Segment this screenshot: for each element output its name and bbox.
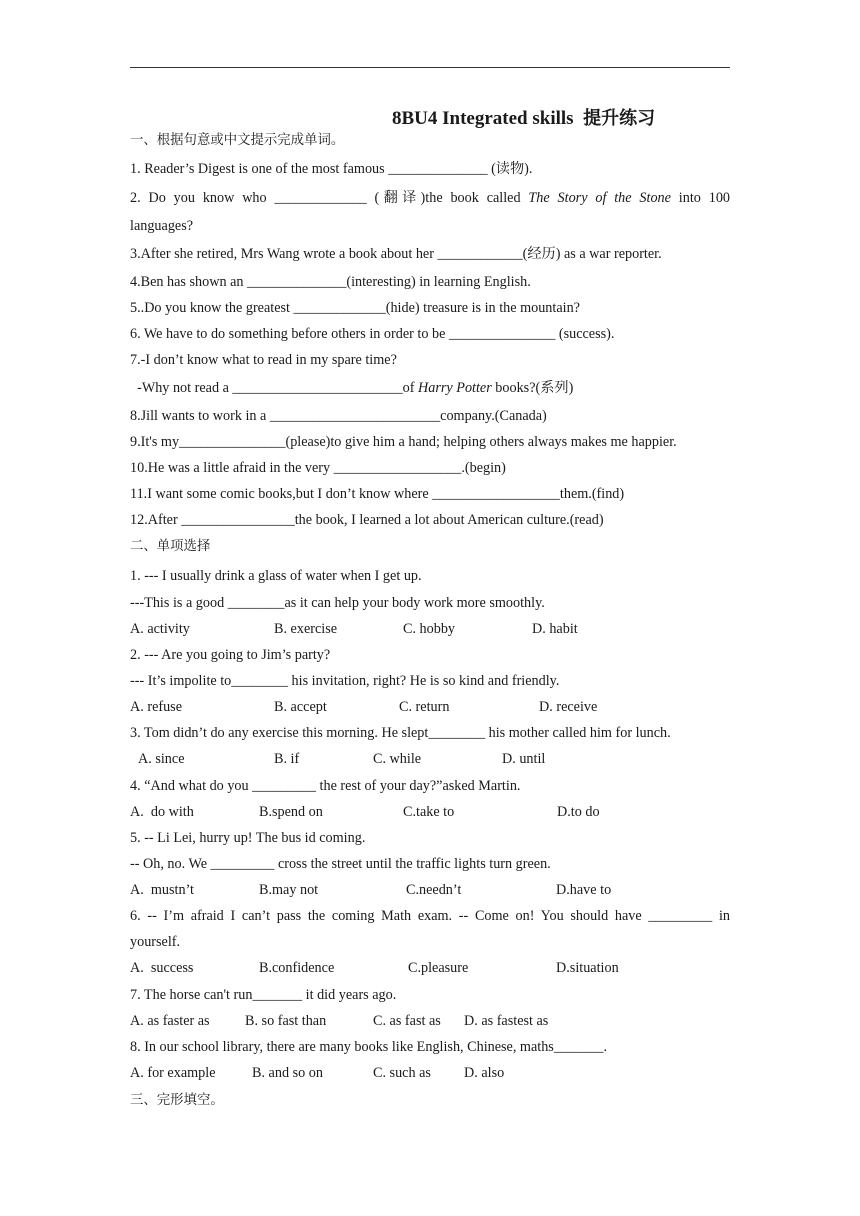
s2-q2-option-b: B. accept [274,699,327,715]
s2-q2-option-a: A. refuse [130,699,182,715]
s2-q3-option-a: A. since [138,751,185,767]
s2-question-3a: 3. Tom didn’t do any exercise this morning. He slept________ his mother called him for lunch. [130,725,671,741]
header-rule [130,67,730,68]
s1-question-2: 2. Do you know who _____________ (翻译)the book called The Story of the Stone into 100 [130,190,731,206]
s2-q3-option-b: B. if [274,751,300,767]
section1-heading: 一、根据句意或中文提示完成单词。 [130,133,345,148]
s2-q2-option-d: D. receive [539,699,598,715]
s2-q8-option-d: D. also [464,1065,505,1081]
s1-question-12: 12.After ________________the book, I learned a lot about American culture.(read) [130,512,604,528]
s2-q8-option-b: B. and so on [252,1065,323,1081]
title-english: 8BU4 Integrated skills [392,108,574,129]
s2-q8-option-a: A. for example [130,1065,216,1081]
s2-q1-option-d: D. habit [532,621,578,637]
s2-q1-option-b: B. exercise [274,621,338,637]
s2-question-7a: 7. The horse can't run_______ it did years ago. [130,987,397,1003]
s2-question-6b: yourself. [130,934,181,950]
s2-q4-option-b: B.spend on [259,804,323,820]
s2-q7-option-a: A. as faster as [130,1013,210,1029]
section3-heading: 三、完形填空。 [130,1093,224,1108]
s2-question-8a: 8. In our school library, there are many books like English, Chinese, maths_______. [130,1039,608,1055]
s1-question-11: 11.I want some comic books,but I don’t know where __________________them.(find) [130,486,625,502]
section2-heading: 二、单项选择 [130,539,211,554]
s1-question-2-cont: languages? [130,218,194,234]
s1-question-4: 4.Ben has shown an ______________(interesting) in learning English. [130,274,531,290]
s2-q3-option-d: D. until [502,751,546,767]
s2-question-6a: 6. -- I’m afraid I can’t pass the coming Math exam. -- Come on! You should have _________ in [130,908,730,924]
s2-q5-option-d: D.have to [556,882,612,898]
s1-question-8: 8.Jill wants to work in a ________________________company.(Canada) [130,408,547,424]
s2-q4-option-c: C.take to [403,804,455,820]
s2-question-1b: ---This is a good ________as it can help your body work more smoothly. [130,595,545,611]
s2-q5-option-a: A. mustn’t [130,882,194,898]
page-title [392,104,655,130]
s2-q5-option-b: B.may not [259,882,319,898]
s2-q7-option-c: C. as fast as [373,1013,441,1029]
s2-question-5b: -- Oh, no. We _________ cross the street until the traffic lights turn green. [130,856,551,872]
s1-question-3: 3.After she retired, Mrs Wang wrote a book about her ____________(经历) as a war reporter. [130,246,662,262]
s2-q4-option-d: D.to do [557,804,600,820]
s1-question-7b: -Why not read a ________________________of Harry Potter books?(系列) [130,380,574,396]
s2-question-1a: 1. --- I usually drink a glass of water when I get up. [130,568,422,584]
s1-question-10: 10.He was a little afraid in the very __________________.(begin) [130,460,506,476]
s2-question-2b: --- It’s impolite to________ his invitation, right? He is so kind and friendly. [130,673,560,689]
s2-q1-option-c: C. hobby [403,621,456,637]
s1-question-9: 9.It's my_______________(please)to give him a hand; helping others always makes me happier. [130,434,677,450]
s2-question-4a: 4. “And what do you _________ the rest of your day?”asked Martin. [130,778,521,794]
s2-q3-option-c: C. while [373,751,422,767]
s1-question-5: 5..Do you know the greatest _____________(hide) treasure is in the mountain? [130,300,580,316]
s1-question-6: 6. We have to do something before others in order to be _______________ (success). [130,326,615,342]
title-chinese: 提升练习 [583,108,656,129]
s2-question-5a: 5. -- Li Lei, hurry up! The bus id coming. [130,830,366,846]
s2-q6-option-b: B.confidence [259,960,335,976]
s2-q1-option-a: A. activity [130,621,190,637]
s2-question-2a: 2. --- Are you going to Jim’s party? [130,647,331,663]
s2-q6-option-a: A. success [130,960,194,976]
s2-q6-option-c: C.pleasure [408,960,469,976]
s2-q8-option-c: C. such as [373,1065,431,1081]
s2-q5-option-c: C.needn’t [406,882,462,898]
s2-q2-option-c: C. return [399,699,450,715]
s1-question-7a: 7.-I don’t know what to read in my spare time? [130,352,397,368]
s2-q4-option-a: A. do with [130,804,194,820]
s2-q7-option-d: D. as fastest as [464,1013,549,1029]
s2-q7-option-b: B. so fast than [245,1013,327,1029]
s1-question-1: 1. Reader’s Digest is one of the most famous ______________ (读物). [130,161,533,177]
s2-q6-option-d: D.situation [556,960,619,976]
